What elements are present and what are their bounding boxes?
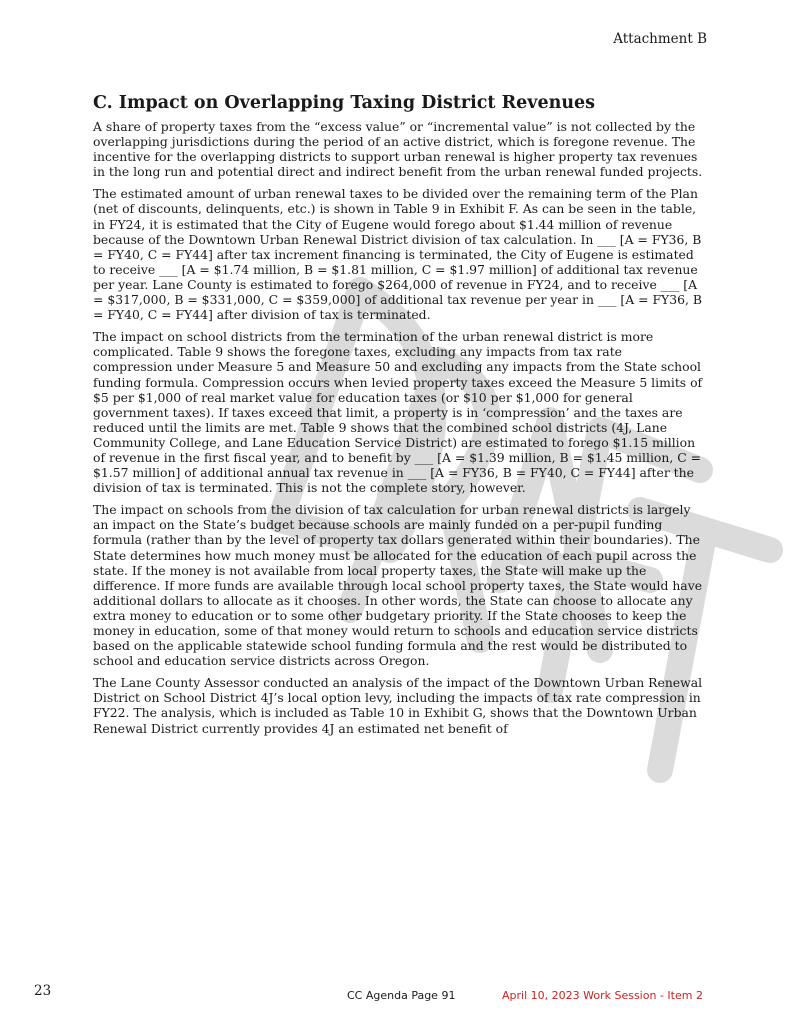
agenda-page-label: CC Agenda Page 91	[347, 989, 456, 1002]
work-session-label: April 10, 2023 Work Session - Item 2	[502, 989, 703, 1002]
section-heading: C. Impact on Overlapping Taxing District Revenues	[93, 93, 596, 113]
page-number: 23	[34, 983, 52, 999]
paragraph-assessor-analysis: The Lane County Assessor conducted an analysis of the impact of the Downtown Urban Renewal District on School District 4J’s local option levy, including the impacts of tax rate compression in FY22. The analysis, which is included as Table 10 in Exhibit G, shows that the Downtown Urban Renewal District currently provides 4J an estimated net benefit of	[93, 675, 703, 736]
attachment-label: Attachment B	[613, 31, 707, 47]
paragraph-estimated-taxes: The estimated amount of urban renewal taxes to be divided over the remaining term of the Plan (net of discounts, delinquents, etc.) is shown in Table 9 in Exhibit F. As can be seen in the table, in FY24, it is estimated that the City of Eugene would forego about $1.44 million of revenue because of the Downtown Urban Renewal District division of tax calculation. In ___ [A = FY36, B = FY40, C = FY44] after tax increment financing is terminated, the City of Eugene is estimated to receive ___ [A = $1.74 million, B = $1.81 million, C = $1.97 million] of additional tax revenue per year. Lane County is estimated to forego $264,000 of revenue in FY24, and to receive ___ [A = $317,000, B = $331,000, C = $359,000] of additional tax revenue per year in ___ [A = FY36, B = FY40, C = FY44] after division of tax is terminated.	[93, 186, 702, 323]
paragraph-state-budget: The impact on schools from the division of tax calculation for urban renewal districts is largely an impact on the State’s budget because schools are mainly funded on a per-pupil funding formula (rather than by the level of property tax dollars generated within their boundaries). The State determines how much money must be allocated for the education of each pupil across the state. If the money is not available from local property taxes, the State will make up the difference. If more funds are available through local school property taxes, the State would have additional dollars to allocate as it chooses. In other words, the State can choose to allocate any extra money to education or to some other budgetary priority. If the State chooses to keep the money in education, some of that money would return to schools and education service districts based on the applicable statewide school funding formula and the rest would be distributed to school and education service districts across Oregon.	[93, 502, 703, 669]
section-content	[93, 93, 705, 743]
paragraph-foregone-revenue: A share of property taxes from the “excess value” or “incremental value” is not collected by the overlapping jurisdictions during the period of an active district, which is foregone revenue. The incentive for the overlapping districts to support urban renewal is higher property tax revenues in the long run and potential direct and indirect benefit from the urban renewal funded projects.	[93, 119, 703, 180]
paragraph-school-districts: The impact on school districts from the termination of the urban renewal district is more complicated. Table 9 shows the foregone taxes, excluding any impacts from tax rate compression under Measure 5 and Measure 50 and excluding any impacts from the State school funding formula. Compression occurs when levied property taxes exceed the Measure 5 limits of $5 per $1,000 of real market value for education taxes (or $10 per $1,000 for general government taxes). If taxes exceed that limit, a property is in ‘compression’ and the taxes are reduced until the limits are met. Table 9 shows that the combined school districts (4J, Lane Community College, and Lane Education Service District) are estimated to forego $1.15 million of revenue in the first fiscal year, and to benefit by ___ [A = $1.39 million, B = $1.45 million, C = $1.57 million] of additional annual tax revenue in ___ [A = FY36, B = FY40, C = FY44] after the division of tax is terminated. This is not the complete story, however.	[93, 329, 703, 496]
